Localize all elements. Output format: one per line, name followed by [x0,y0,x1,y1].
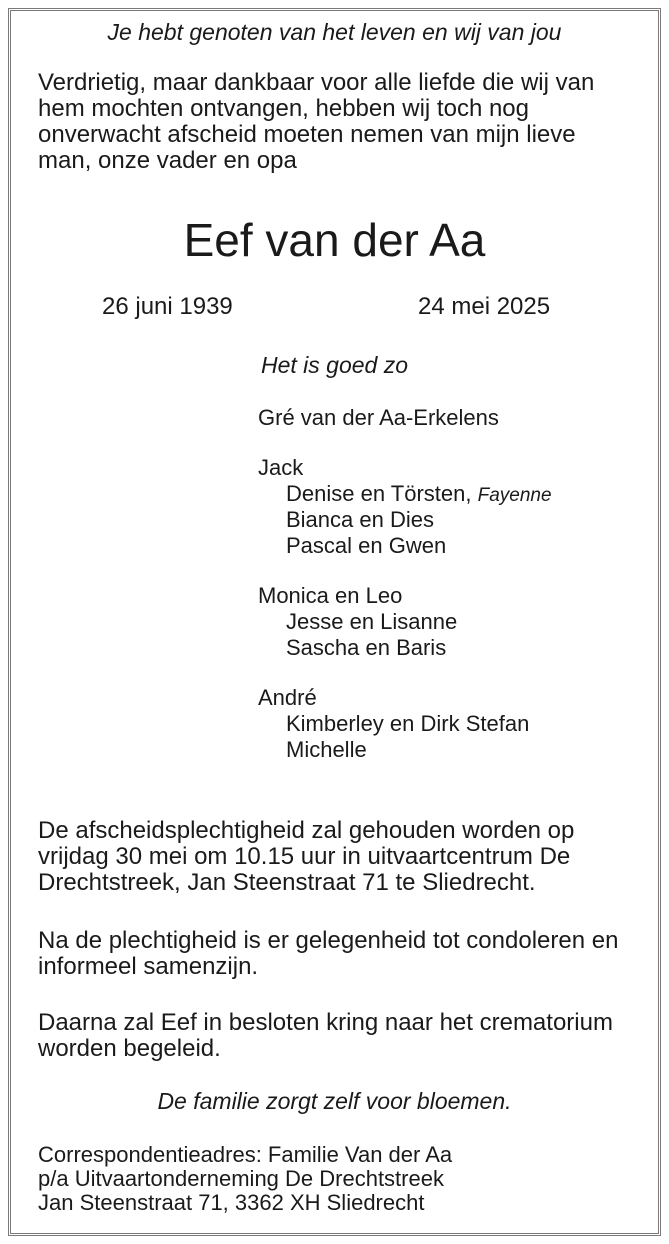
address-line: p/a Uitvaartonderneming De Drechtstreek [38,1166,444,1191]
child-name: Jack [258,455,304,480]
closing-text: De familie zorgt zelf voor bloemen. [157,1088,512,1114]
grandchild-name: Michelle [286,737,367,762]
subtitle: Het is goed zo [260,352,409,378]
condolence-text: Na de plechtigheid is er gelegenheid tot condoleren en informeel samenzijn. [38,927,619,980]
grandchild-name: Sascha en Baris [286,635,447,660]
date-died: 24 mei 2025 [418,293,551,320]
ceremony-text: De afscheidsplechtigheid zal gehouden worden op vrijdag 30 mei om 10.15 uur in uitvaartcentrum De Drechtstreek, Jan Steenstraat 71 te Sliedrecht. [38,817,575,896]
grandchild-name: Denise en Törsten, [286,481,472,506]
grandchild-name: Jesse en Lisanne [286,609,458,634]
child-name: André [258,685,317,710]
great-grandchild-name: Fayenne [477,485,552,506]
grandchild-name: Kimberley en Dirk Stefan [286,711,530,736]
motto: Je hebt genoten van het leven en wij van jou [107,19,562,45]
intro-text: Verdrietig, maar dankbaar voor alle liefde die wij van hem mochten ontvangen, hebben wij toch nog onverwacht afscheid moeten nemen van mijn lieve man, onze vader en opa [38,69,595,174]
correspondence-address [38,1143,452,1215]
grandchild-name: Pascal en Gwen [286,533,447,558]
cremation-text: Daarna zal Eef in besloten kring naar het crematorium worden begeleid. [38,1009,613,1062]
address-line: Correspondentieadres: Familie Van der Aa [38,1142,453,1167]
grandchild-name: Bianca en Dies [286,507,434,532]
date-born: 26 juni 1939 [102,293,233,320]
child-name: Monica en Leo [258,583,403,608]
spouse-name: Gré van der Aa-Erkelens [258,405,499,430]
address-line: Jan Steenstraat 71, 3362 XH Sliedrecht [38,1190,425,1215]
grandchild-line [258,481,552,507]
deceased-name: Eef van der Aa [183,214,486,266]
family-list [258,405,552,763]
